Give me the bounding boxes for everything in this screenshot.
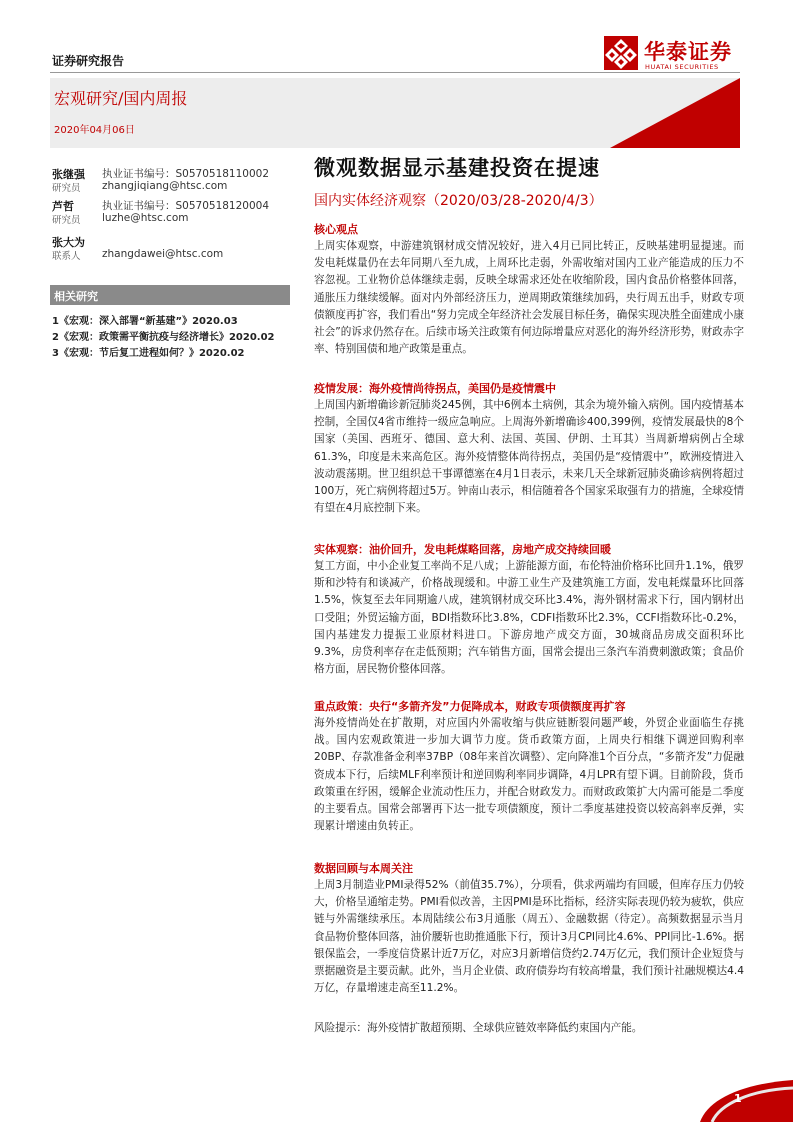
section-heading: 重点政策：央行“多箭齐发”力促降成本，财政专项债额度再扩容 — [314, 700, 626, 713]
author-email[interactable]: zhangdawei@htsc.com — [102, 248, 224, 260]
author-license: 执业证书编号：S0570518110002 — [102, 168, 270, 180]
related-item[interactable]: 3《宏观：节后复工进程如何？》2020.02 — [52, 348, 245, 359]
author-name: 芦哲 — [52, 200, 74, 213]
section-key-policy — [314, 698, 744, 835]
category-banner — [50, 78, 740, 148]
footer-wedge-shape — [700, 1080, 793, 1122]
section-body: 海外疫情尚处在扩散期，对应国内外需收缩与供应链断裂问题严峻，外贸企业面临生存挑战。国内宏观政策进一步加大调节力度。货币政策方面，上周央行相继下调逆回购利率20BP、存款准备金利率37BP（08年来首次调整）、定向降准1个百分点，“多箭齐发”力促融资成本下行，后续MLF利率预计和逆回购利率同步调降，4月LPR有望下调。目前阶段，货币政策重在纾困，缓解企业流动性压力，并配合财政发力。而财政政策扩大内需可能是二季度的主要看点。国常会部署再下达一批专项债额度，预计二季度基建投资以较高斜率反弹，实现累计增速由负转正。 — [314, 717, 744, 833]
section-body: 上周实体观察，中游建筑钢材成交情况较好，进入4月已同比转正，反映基建明显提速。而发电耗煤量仍在去年同期八至九成，上周环比走弱，外需收缩对国内工业产能造成的压力不容忽视。工业物价总体继续走弱，反映全球需求还处在收缩阶段，国内食品价格整体回落，通胀压力继续缓解。面对内外部经济压力，逆周期政策继续加码，央行周五出手，财政专项债额度再扩容，我们看出“努力完成全年经济社会发展目标任务，确保实现决胜全面建成小康社会”的诉求仍然存在。后续市场关注政策有何边际增量应对恶化的海外经济形势，财政赤字率、特别国债和地产政策是重点。 — [314, 240, 744, 356]
related-item[interactable]: 2《宏观：政策需平衡抗疫与经济增长》2020.02 — [52, 332, 275, 343]
section-heading: 核心观点 — [314, 223, 358, 236]
author-role: 研究员 — [52, 183, 81, 194]
related-research-title: 相关研究 — [54, 290, 98, 303]
section-heading: 数据回顾与本周关注 — [314, 862, 413, 875]
related-research-list — [52, 314, 292, 362]
author-role: 研究员 — [52, 215, 81, 226]
risk-warning: 风险提示：海外疫情扩散超预期、全球供应链效率降低约束国内产能。 — [314, 1022, 643, 1034]
report-category: 宏观研究/国内周报 — [54, 89, 188, 108]
logo-mark-icon — [604, 36, 638, 70]
author-email[interactable]: luzhe@htsc.com — [102, 212, 189, 224]
related-item[interactable]: 1《宏观：深入部署“新基建”》2020.03 — [52, 316, 238, 327]
section-core-views — [314, 221, 744, 358]
section-body: 上周3月制造业PMI录得52%（前值35.7%），分项看，供求两端均有回暖，但库存压力仍较大，价格呈通缩走势。PMI看似改善，主因PMI是环比指标，经济实际表现仍较为疲软，供应链与外需继续承压。本周陆续公布3月通胀（周五）、金融数据（待定）。高频数据显示当月食品物价整体回落，油价腰斩也助推通胀下行，预计3月CPI同比4.6%、PPI同比-1.6%。据银保监会，一季度信贷累计近7万亿，对应3月新增信贷约2.74万亿元，我们预计企业短贷与票据融资是主要贡献。此外，当月企业债、政府债券均有较高增量，我们预计社融规模达4.4万亿，存量增速走高至11.2%。 — [314, 879, 745, 995]
author-name: 张大为 — [52, 236, 85, 249]
banner-red-wedge — [550, 78, 740, 148]
page-footer-wedge — [700, 1080, 793, 1122]
section-body: 复工方面，中小企业复工率尚不足八成；上游能源方面，布伦特油价格环比回升1.1%，俄罗斯和沙特有和谈减产，价格战现缓和。中游工业生产及建筑施工方面，发电耗煤量环比回落1.5%，恢复至去年同期逾八成，建筑钢材成交环比3.4%，海外钢材需求下行，国内钢材出口受阻；外贸运输方面，BDI指数环比3.8%，CDFI指数环比2.3%，CCFI指数环比-0.2%，国内基建发力提振工业原材料进口。下游房地产成交方面，30城商品房成交面积环比9.3%，房贷利率存在走低预期；汽车销售方面，国常会提出三条汽车消费刺激政策；食品价格方面，居民物价整体回落。 — [314, 560, 744, 676]
huatai-logo — [604, 36, 744, 74]
header-rule — [50, 72, 740, 73]
author-license: 执业证书编号：S0570518120004 — [102, 200, 270, 212]
logo-text-en: HUATAI SECURITIES — [645, 63, 719, 71]
section-epidemic — [314, 380, 744, 517]
section-data-review — [314, 860, 744, 997]
section-body: 上周国内新增确诊新冠肺炎245例，其中6例本土病例，其余为境外输入病例。国内疫情基本控制，全国仅4省市维持一级应急响应。上周海外新增确诊400,399例，疫情发展最快的8个国家（美国、西班牙、德国、意大利、法国、英国、伊朗、土耳其）当周新增病例占全球61.3%，印度是未来高危区。海外疫情整体尚待拐点，美国仍是“疫情震中”，欧洲疫情进入波动震荡期。世卫组织总干事谭德塞在4月1日表示，未来几天全球新冠肺炎确诊病例将超过100万，死亡病例将超过5万。钟南山表示，相信随着各个国家采取强有力的措施，全球疫情有望在4月底控制下来。 — [314, 399, 744, 515]
report-title: 微观数据显示基建投资在提速 — [314, 155, 600, 180]
report-subtitle: 国内实体经济观察（2020/03/28-2020/4/3） — [314, 193, 603, 209]
section-heading: 实体观察：油价回升，发电耗煤略回落，房地产成交持续回暖 — [314, 543, 611, 556]
author-role: 联系人 — [52, 251, 81, 262]
section-heading: 疫情发展：海外疫情尚待拐点，美国仍是疫情震中 — [314, 382, 556, 395]
author-name: 张继强 — [52, 168, 85, 181]
author-email[interactable]: zhangjiqiang@htsc.com — [102, 180, 228, 192]
section-real-economy — [314, 541, 744, 678]
related-research-header — [50, 285, 290, 305]
logo-text-cn: 华泰证券 — [644, 40, 732, 64]
report-type-label: 证券研究报告 — [52, 54, 125, 68]
page-number: 1 — [734, 1092, 742, 1105]
report-date: 2020年04月06日 — [54, 125, 135, 136]
